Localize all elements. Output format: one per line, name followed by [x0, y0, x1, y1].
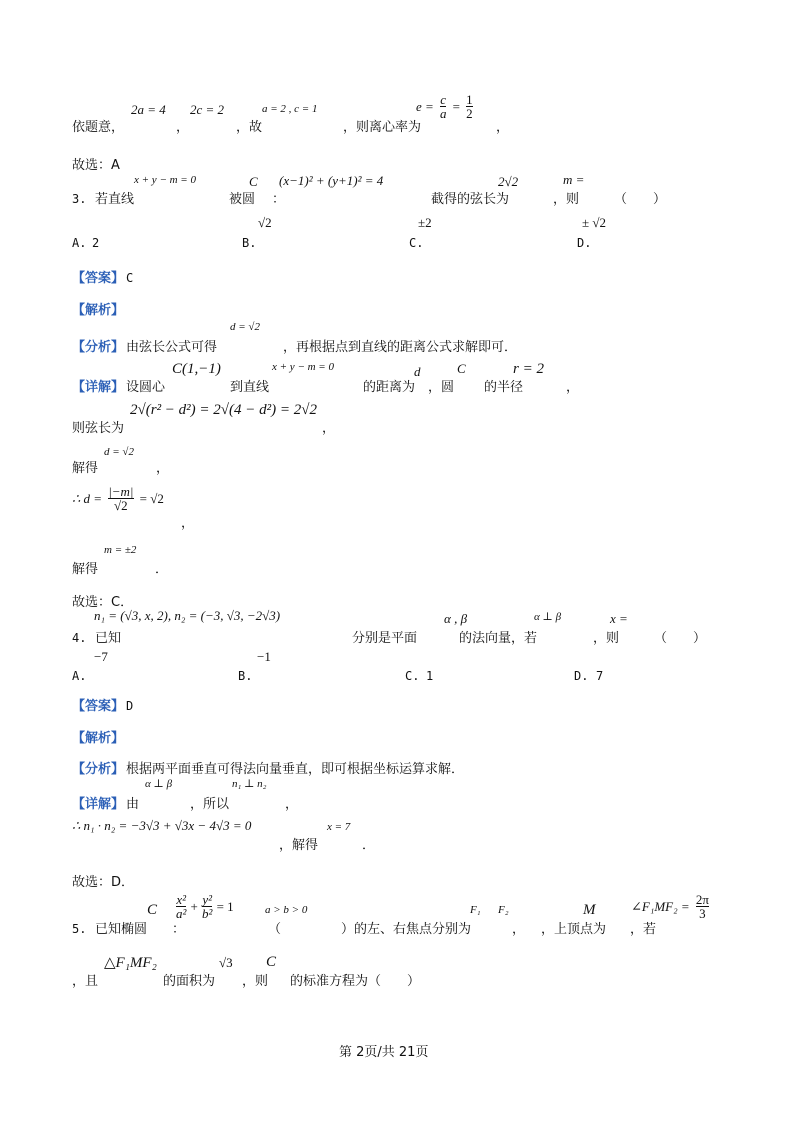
q3-option-c-value: ±2 [418, 215, 432, 230]
formula-circle: (x−1)² + (y+1)² = 4 [279, 173, 384, 188]
q4-analysis-tag: 【解析】 [72, 731, 125, 746]
q5-line2-text-3: ，则 [242, 974, 269, 989]
q4-formula-dot-product: ∴ n₁ · n₂ = −3√3 + √3x − 4√3 = 0 [72, 818, 252, 833]
q4-formula-perp-vectors: n₁ ⊥ n₂ [232, 778, 267, 790]
q4-text-1: 已知 [95, 631, 122, 646]
q3-fenxi-text-1: 由弦长公式可得 [126, 340, 218, 355]
q4-dot-text: ，解得 [279, 838, 319, 853]
q4-option-a-value: −7 [94, 649, 108, 664]
q4-text-2: 分别是平面 [352, 631, 418, 646]
q4-formula-x: x = [610, 611, 628, 626]
q5-line2-text-4: 的标准方程为（ ） [290, 974, 421, 989]
q5-formula-condition: a > b > 0 [265, 904, 308, 916]
q5-formula-angle: ∠F₁MF₂ = $\frac{2\pi}{3}$ [631, 892, 709, 921]
answer-q2: 故选：A [72, 158, 120, 173]
q3-fenxi-text-2: ，再根据点到直线的距离公式求解即可． [283, 340, 518, 355]
q3-xj-text-3: 的距离为 [363, 380, 416, 395]
q3-option-a-value: 2 [92, 236, 100, 250]
text-comma: ， [176, 120, 190, 135]
q3-text-4: 截得的弦长为 [431, 192, 510, 207]
q5-formula-M: M [583, 902, 596, 918]
q5-text-4: ， [512, 922, 526, 937]
q5-text-5: ，上顶点为 [541, 922, 607, 937]
formula-eccentricity: e = $\frac{c}{a}$ = $\frac{1}{2}$ [416, 92, 473, 121]
question-number-5: 5. [72, 922, 87, 936]
q3-xiangjie-tag: 【详解】 [72, 380, 125, 395]
formula-chord-length: 2√2 [498, 174, 519, 189]
q3-option-c-label: C. [409, 236, 424, 250]
q3-choice-paren: （ ） [614, 192, 667, 207]
q3-answer-tag: 【答案】 [72, 271, 125, 286]
q4-final-answer: 故选：D． [72, 875, 135, 890]
q3-distance-end: ， [181, 516, 195, 531]
q4-answer-value: D [126, 699, 134, 713]
q4-xiangjie-tag: 【详解】 [72, 797, 125, 812]
q4-option-d-label: D. [574, 669, 589, 683]
text-yitiyi: 依题意， [72, 120, 125, 135]
q5-line2-text-1: ，且 [72, 974, 99, 989]
q3-analysis-tag: 【解析】 [72, 303, 125, 318]
q3-formula-solve-d: d = √2 [104, 446, 134, 458]
q5-text-2: ： [172, 922, 186, 937]
q3-solve1-lead: 解得 [72, 461, 99, 476]
q3-text-5: ，则 [553, 192, 580, 207]
q3-formula-solve-m: m = ±2 [104, 544, 137, 556]
q5-text-3: ）的左、右焦点分别为 [341, 922, 472, 937]
q3-option-d-value: ± √2 [582, 215, 607, 230]
q3-formula-chord: 2√(r² − d²) = 2√(4 − d²) = 2√2 [130, 402, 317, 418]
q5-formula-area: √3 [219, 955, 233, 970]
q3-formula-radius: r = 2 [513, 361, 544, 377]
formula-a-c: a = 2 , c = 1 [262, 103, 318, 115]
q3-xj-text-1: 设圆心 [126, 380, 166, 395]
q3-formula-line: x + y − m = 0 [272, 361, 334, 373]
q4-option-b-label: B. [238, 669, 253, 683]
q5-formula-F2: F₂ [498, 904, 509, 916]
text-gu: ，故 [236, 120, 263, 135]
formula-circle-name: C [249, 174, 258, 189]
q4-xj-text-2: ，所以 [190, 797, 230, 812]
q3-xj-text-2: 到直线 [230, 380, 270, 395]
q3-formula-d-var: d [414, 364, 421, 379]
q3-formula-center: C(1,−1) [172, 361, 221, 377]
q3-option-a-label: A. [72, 236, 87, 250]
q3-option-d-label: D. [577, 236, 592, 250]
q4-formula-normal-vectors: n₁ = (√3, x, 2), n₂ = (−3, √3, −2√3) [94, 608, 281, 623]
q5-text-1: 已知椭圆 [95, 922, 148, 937]
q3-formula-distance: ∴ d = $\frac{|-m|}{√2}$ = √2 [72, 484, 164, 513]
q3-xj-text-4: ，圆 [428, 380, 455, 395]
q5-text-6: ，若 [630, 922, 657, 937]
q4-answer-tag: 【答案】 [72, 699, 125, 714]
q4-formula-perp: α ⊥ β [534, 611, 562, 623]
q4-option-c-value: 1 [426, 669, 434, 683]
q3-chord-end: ， [322, 421, 336, 436]
q4-xj-text-3: ， [285, 797, 299, 812]
q3-xj-text-5: 的半径 [484, 380, 524, 395]
q3-option-b-label: B. [242, 236, 257, 250]
formula-line: x + y − m = 0 [134, 174, 196, 186]
q4-formula-planes: α , β [444, 611, 468, 626]
q5-paren-open: （ [268, 922, 282, 937]
q4-text-4: ，则 [593, 631, 620, 646]
q4-text-3: 的法向量，若 [459, 631, 538, 646]
q4-choice-paren: （ ） [654, 631, 707, 646]
q3-option-b-value: √2 [258, 215, 272, 230]
page-number: 第 2页/共 21页 [339, 1045, 429, 1060]
q3-formula-circle: C [457, 361, 466, 376]
q5-formula-C2: C [266, 954, 277, 970]
q4-fenxi-tag: 【分析】 [72, 762, 125, 777]
question-number-4: 4. [72, 631, 87, 645]
q4-formula-x-value: x = 7 [327, 821, 351, 833]
q4-dot-end: ． [362, 838, 376, 853]
formula-2a: 2a = 4 [131, 102, 166, 117]
text-comma-end: ， [496, 120, 510, 135]
q3-xj-text-6: ， [566, 380, 580, 395]
q3-fenxi-tag: 【分析】 [72, 340, 125, 355]
q5-formula-triangle: △F₁MF₂ [104, 955, 157, 971]
q3-solve1-end: ， [156, 461, 170, 476]
formula-m: m = [563, 172, 585, 187]
q4-option-b-value: −1 [257, 649, 271, 664]
q3-text-3: ： [272, 192, 286, 207]
q3-formula-d: d = √2 [230, 321, 260, 333]
q3-text-2: 被圆 [229, 192, 256, 207]
q3-solve2-end: ． [155, 562, 169, 577]
q5-line2-text-2: 的面积为 [163, 974, 216, 989]
q4-option-d-value: 7 [596, 669, 604, 683]
q4-option-a-label: A. [72, 669, 87, 683]
question-number-3: 3. [72, 192, 87, 206]
formula-2c: 2c = 2 [190, 102, 225, 117]
q4-option-c-label: C. [405, 669, 420, 683]
q4-fenxi-text: 根据两平面垂直可得法向量垂直，即可根据坐标运算求解． [126, 762, 465, 777]
q3-solve2-lead: 解得 [72, 562, 99, 577]
q4-formula-perp-planes: α ⊥ β [145, 778, 173, 790]
q5-formula-F1: F₁ [470, 904, 481, 916]
q5-formula-C: C [147, 902, 158, 918]
q4-xj-text-1: 由 [126, 797, 140, 812]
text-eccentricity: ，则离心率为 [343, 120, 422, 135]
q3-final-answer: 故选：C． [72, 595, 134, 610]
q5-formula-ellipse: $\frac{\text{x²}}{\text{a²}}$ + $\frac{\text{y²}}{\text{b²}}$ = 1 [176, 892, 234, 921]
q3-text-1: 若直线 [95, 192, 135, 207]
q3-answer-value: C [126, 271, 134, 285]
q3-chord-lead: 则弦长为 [72, 421, 125, 436]
